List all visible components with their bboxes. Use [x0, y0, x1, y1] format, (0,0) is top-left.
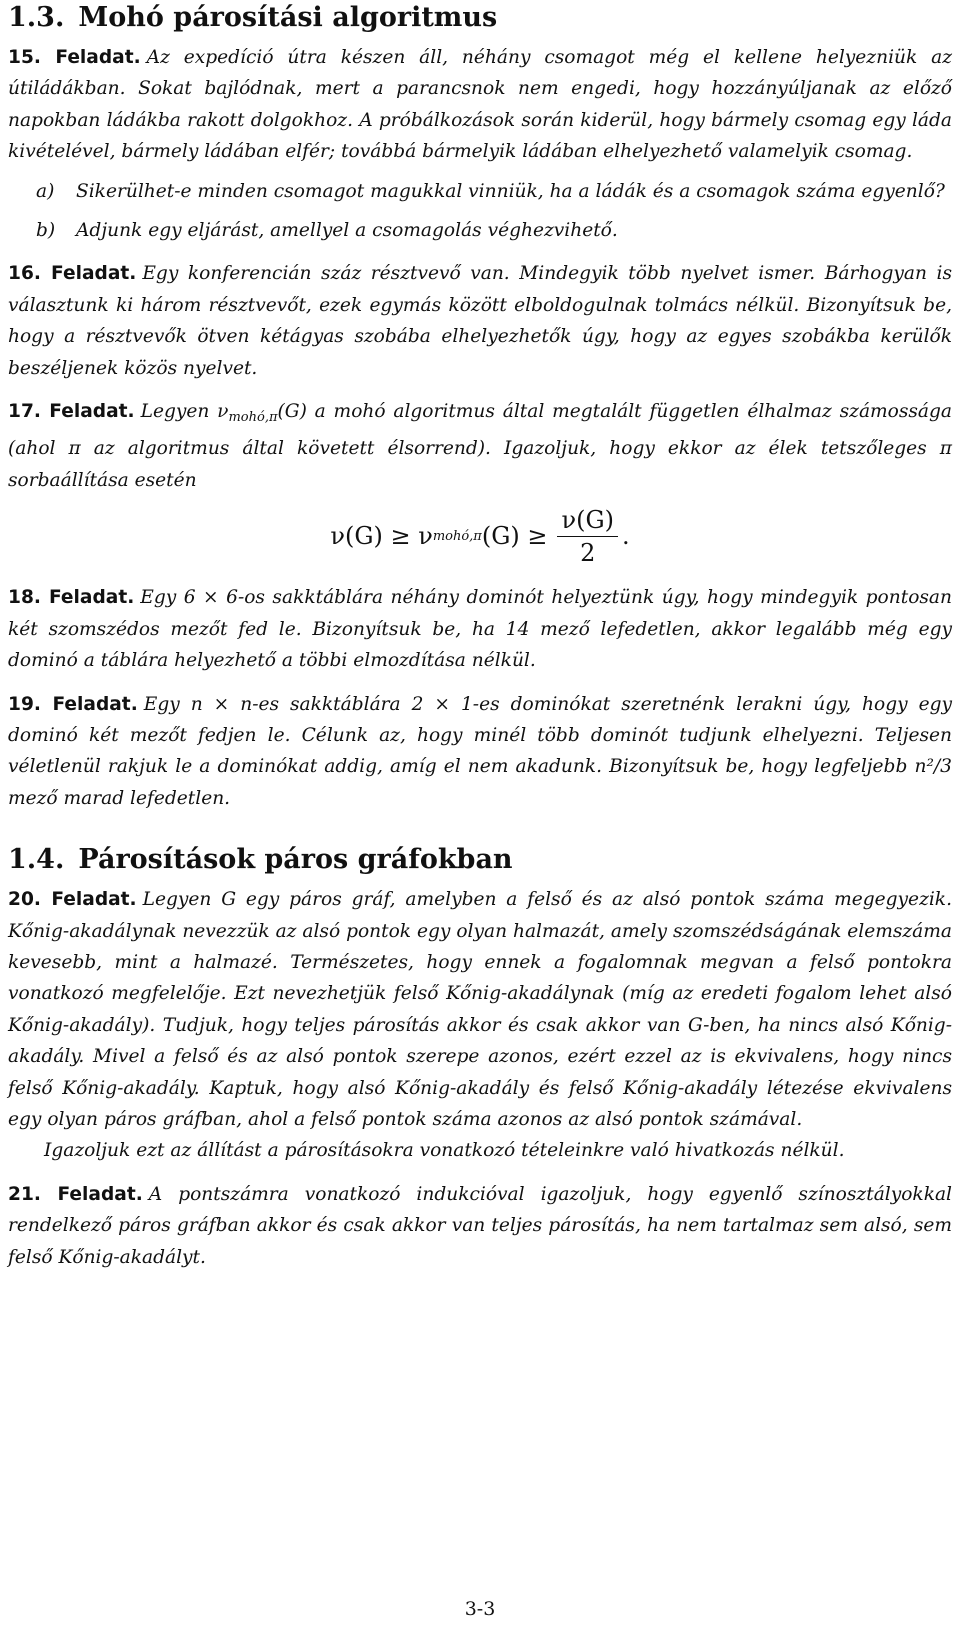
section-title: Mohó párosítási algoritmus — [78, 2, 498, 33]
formula-fraction — [557, 504, 618, 569]
page-number: 3-3 — [464, 1598, 496, 1620]
fraction-numerator: ν(G) — [557, 504, 618, 537]
exercise-label: 17. Feladat. — [8, 401, 135, 423]
exercise-label: 21. Feladat. — [8, 1183, 143, 1205]
exercise-20-continuation: Igazoljuk ezt az állítást a párosításokra vonatkozó tételeinkre való hivatkozás nélkül. — [44, 1140, 845, 1162]
exercise-text: Egy n × n-es sakktáblára 2 × 1-es dominókat szeretnénk lerakni úgy, hogy egy dominó két mezőt fedjen le. Célunk az, hogy minél több dominót tudjunk elhelyezni. Teljesen véletlenül rakjuk le a dominókat addig, amíg el nem akadunk. Bizonyítsuk be, hogy legfeljebb n²/3 mező marad lefedetlen. — [8, 693, 952, 809]
exercise-21 — [8, 1179, 952, 1273]
display-formula — [8, 496, 952, 576]
part-text: Sikerülhet-e minden csomagot magukkal vinniük, ha a ládák és a csomagok száma egyenlő? — [76, 180, 945, 202]
exercise-text: Egy 6 × 6-os sakktáblára néhány dominót helyeztünk úgy, hogy mindegyik pontosan két szomszédos mezőt fed le. Bizonyítsuk be, ha 14 mező lefedetlen, akkor legalább még egy dominó a táblára helyezhető a többi elmozdítása nélkül. — [8, 587, 952, 672]
exercise-label: 20. Feladat. — [8, 889, 137, 911]
exercise-label: 15. Feladat. — [8, 47, 141, 68]
exercise-label: 18. Feladat. — [8, 587, 135, 609]
exercise-text: Legyen G egy páros gráf, amelyben a felső és az alsó pontok száma megegyezik. Kőnig-akadálynak nevezzük az alsó pontok egy olyan halmazát, amely szomszédságának elemszáma kevesebb, mint a halmazé. Természetes, hogy ennek a fogalomnak megvan a felső pontokra vonatkozó megfelelője. Ezt nevezhetjük felső Kőnig-akadálynak (míg az eredeti fogalom lehet alsó Kőnig-akadály). Tudjuk, hogy teljes párosítás akkor és csak akkor van G-ben, ha nincs alsó Kőnig-akadály. Mivel a felső és az alsó pontok szerepe azonos, ezért ezzel az is ekvivalens, hogy nincs felső Kőnig-akadály. Kaptuk, hogy alsó Kőnig-akadály és felső Kőnig-akadály létezése ekvivalens egy olyan páros gráfban, ahol a felső pontok száma azonos az alsó pontok számával. — [8, 889, 952, 1130]
section-number: 1.4. — [8, 844, 65, 876]
part-key: a) — [36, 180, 55, 202]
exercise-text: Egy konferencián száz résztvevő van. Mindegyik több nyelvet ismer. Bárhogyan is választunk ki három résztvevőt, ezek egymás között elboldogulnak tolmács nélkül. Bizonyítsuk be, hogy a résztvevők ötven kétágyas szobába elhelyezhetők úgy, hogy az egyes szobákba kerülők beszéljenek közös nyelvet. — [8, 263, 953, 379]
formula-end: . — [621, 522, 630, 551]
formula-left: ν(G) ≥ ν — [330, 522, 433, 551]
exercise-text: A pontszámra vonatkozó indukcióval igazoljuk, hogy egyenlő színosztályokkal rendelkező páros gráfban akkor és csak akkor van teljes párosítás, ha nem tartalmaz sem alsó, sem felső Kőnig-akadályt. — [8, 1183, 952, 1268]
exercise-18 — [8, 582, 952, 676]
exercise-20 — [8, 884, 952, 1135]
section-number: 1.3. — [8, 2, 65, 33]
part-key: b) — [36, 220, 56, 242]
exercise-text: Az expedíció útra készen áll, néhány csomagot még el kellene helyezniük az útiládákban. Sokat bajlódnak, mert a parancsnok nem engedi, hogy hozzányúljanak az előző napokban ládákba rakott dolgokhoz. A próbálkozások során kiderül, hogy bármely csomag egy láda kivételével, bármely ládában elfér; továbbá bármelyik ládában elhelyezhető valamelyik csomag. — [8, 47, 953, 163]
exercise-15-part-a — [36, 176, 952, 207]
exercise-label: 16. Feladat. — [8, 263, 137, 285]
exercise-16 — [8, 258, 952, 384]
section-title: Párosítások páros gráfokban — [78, 844, 513, 876]
exercise-text-1: Legyen ν — [140, 401, 229, 423]
fraction-denominator: 2 — [580, 538, 596, 567]
page — [8, 0, 953, 1620]
formula-mid: (G) ≥ — [481, 522, 548, 551]
exercise-15-part-b — [36, 215, 952, 246]
exercise-text-2: (G) a mohó algoritmus által megtalált független élhalmaz számossága (ahol π az algoritmus által követett élsorrend). Igazoljuk, hogy ekkor az élek tetszőleges π sorbaállítása esetén — [8, 401, 953, 491]
formula-subscript: mohó,π — [432, 528, 482, 544]
exercise-label: 19. Feladat. — [8, 693, 138, 715]
exercise-15 — [8, 42, 952, 168]
section-heading-1-3 — [8, 0, 952, 36]
part-text: Adjunk egy eljárást, amellyel a csomagolás véghezvihető. — [76, 220, 618, 242]
exercise-17 — [8, 396, 952, 496]
section-heading-1-4 — [8, 842, 952, 878]
subscript: mohó,π — [228, 410, 278, 426]
exercise-19 — [8, 689, 952, 815]
